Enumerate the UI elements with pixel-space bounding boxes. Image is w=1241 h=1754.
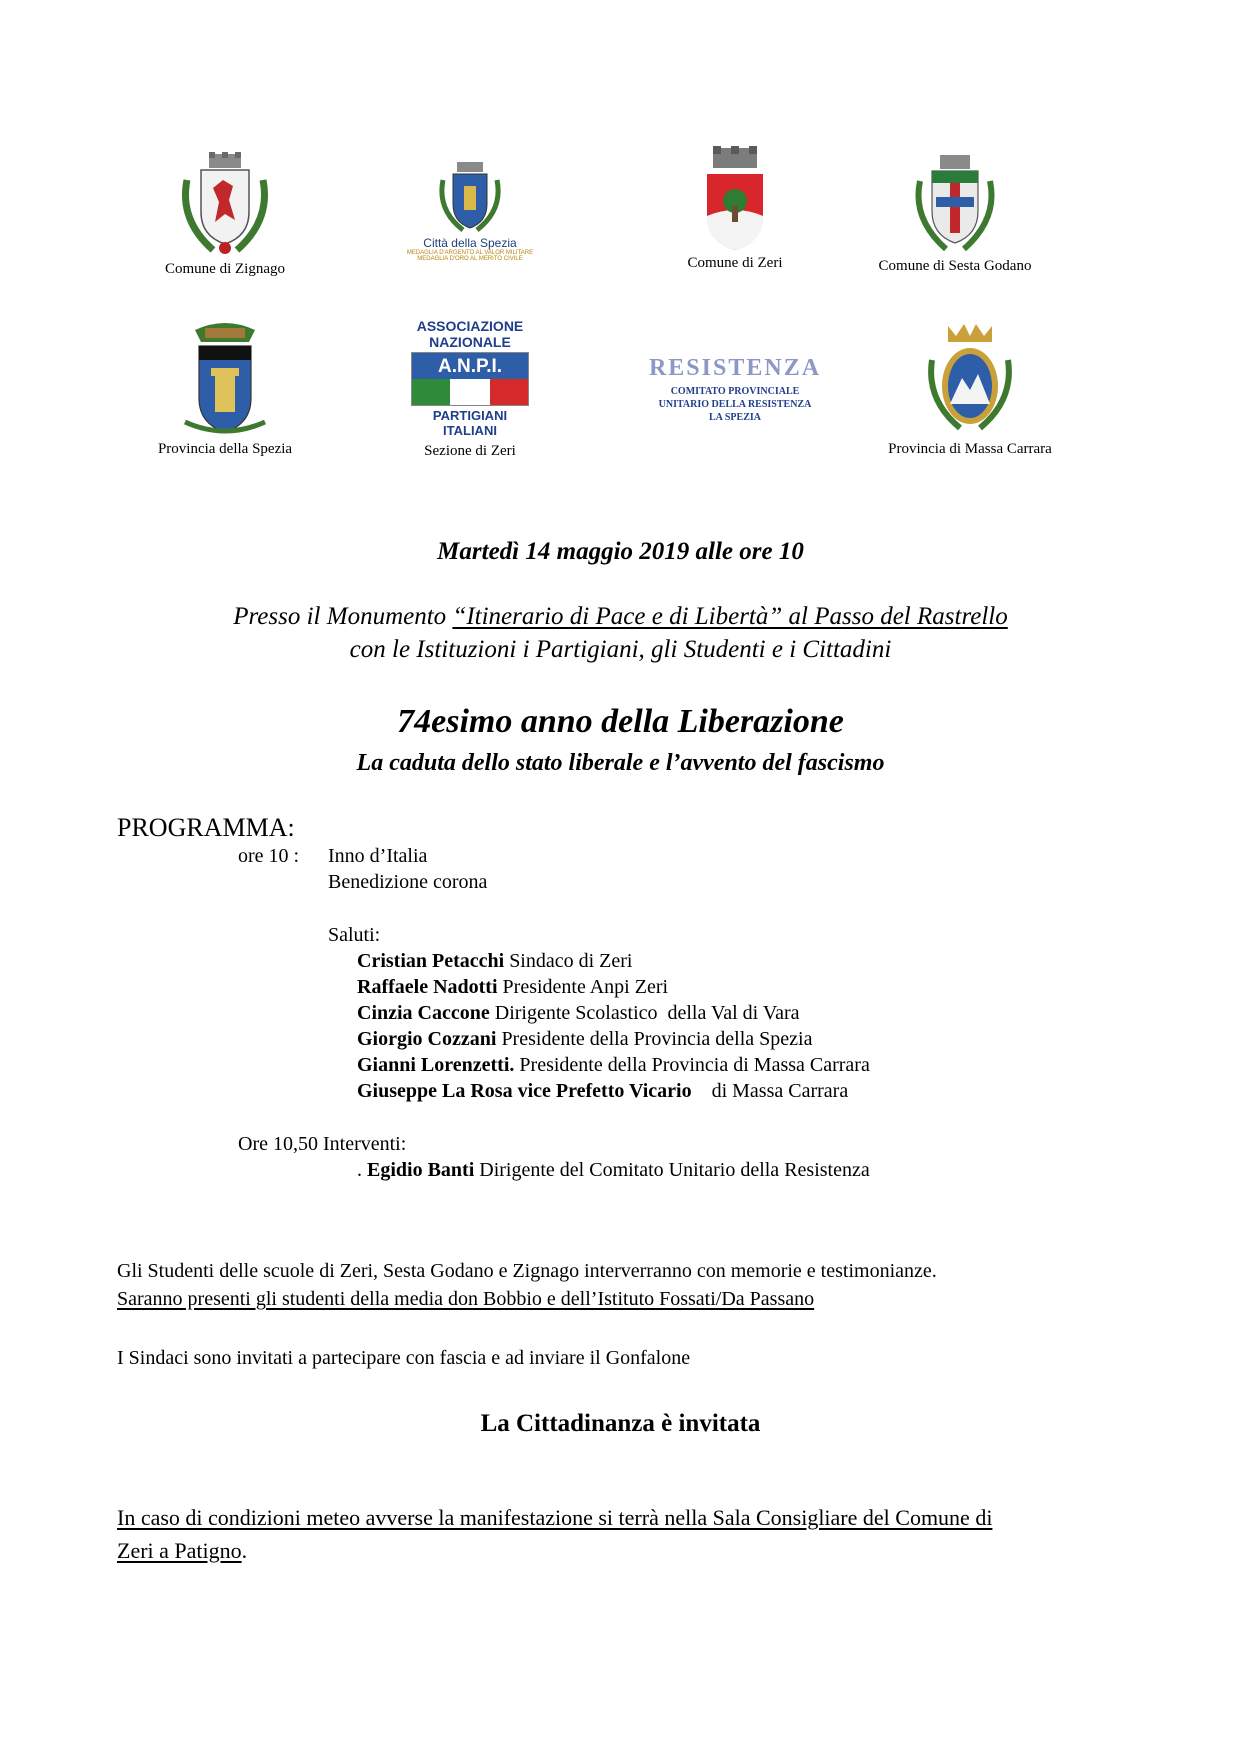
coat-of-arms-zeri-icon [695, 146, 775, 254]
spezia-city-name: Città della Spezia [423, 236, 517, 250]
saluto-row [357, 1002, 800, 1025]
logo-caption-massa-carrara: Provincia di Massa Carrara [888, 441, 1052, 457]
weather-period: . [241, 1538, 248, 1563]
saluto-row [357, 1054, 870, 1077]
spezia-city-medal-1: MEDAGLIA D'ARGENTO AL VALOR MILITARE [406, 250, 534, 256]
anpi-badge [411, 352, 529, 406]
programma-item-benedizione: Benedizione corona [328, 871, 488, 893]
saluto-role: Presidente Anpi Zeri [497, 976, 669, 998]
weather-note-line-2 [117, 1538, 247, 1564]
weather-note-line-1: In caso di condizioni meteo avverse la manifestazione si terrà nella Sala Consigliare del Comune di [117, 1505, 993, 1530]
saluto-name: Raffaele Nadotti [357, 976, 498, 998]
event-date: Martedì 14 maggio 2019 alle ore 10 [437, 538, 804, 565]
resistenza-line-1: COMITATO PROVINCIALE [670, 386, 800, 397]
resistenza-line-2: UNITARIO DELLA RESISTENZA [658, 399, 812, 410]
programma-heading: PROGRAMMA: [117, 813, 295, 842]
programma-time-2: Ore 10,50 Interventi: [238, 1133, 407, 1155]
event-venue-line-1 [0, 603, 1241, 631]
saluto-row [357, 976, 668, 999]
intervento-role: Dirigente del Comitato Unitario della Resistenza [474, 1159, 870, 1181]
anpi-bottom-line-2: ITALIANI [443, 423, 497, 438]
logo-anpi [385, 318, 555, 460]
event-venue-prefix: Presso il Monumento [233, 603, 453, 630]
logo-comune-zeri [660, 146, 810, 272]
saluto-name: Cristian Petacchi [357, 950, 505, 972]
programma-item-inno: Inno d’Italia [328, 845, 428, 867]
logo-provincia-spezia [140, 318, 310, 458]
mayors-note: I Sindaci sono invitati a partecipare con fascia e ad inviare il Gonfalone [117, 1347, 691, 1369]
event-venue-monument: “Itinerario di Pace e di Libertà” al Passo del Rastrello [452, 603, 1008, 630]
saluti-label: Saluti: [328, 924, 381, 946]
logo-resistenza [645, 355, 825, 424]
anpi-top-line-1: ASSOCIAZIONE [416, 318, 524, 334]
intervento-name: Egidio Banti [367, 1159, 475, 1181]
intervento-prefix: . [357, 1159, 367, 1181]
coat-of-arms-sesta-godano-icon [910, 153, 1000, 257]
saluto-row [357, 1080, 848, 1103]
coat-of-arms-provincia-spezia-icon [175, 318, 275, 440]
logo-caption-zignago: Comune di Zignago [165, 261, 285, 277]
resistenza-word: RESISTENZA [648, 355, 822, 381]
programma-time-1: ore 10 : [238, 845, 300, 867]
students-present-note: Saranno presenti gli studenti della media don Bobbio e dell’Istituto Fossati/Da Passano [117, 1288, 815, 1310]
resistenza-line-3: LA SPEZIA [709, 412, 761, 423]
saluto-row [357, 1028, 812, 1051]
event-subtitle: La caduta dello stato liberale e l’avvento del fascismo [356, 750, 885, 776]
event-title: 74esimo anno della Liberazione [397, 703, 844, 740]
spezia-city-medal-2: MEDAGLIA D'ORO AL MERITO CIVILE [417, 256, 523, 262]
logo-caption-provincia-spezia: Provincia della Spezia [157, 441, 293, 457]
weather-location: Zeri a Patigno [117, 1538, 242, 1563]
logo-caption-sesta-godano: Comune di Sesta Godano [878, 258, 1032, 274]
logo-caption-zeri: Comune di Zeri [687, 255, 783, 271]
logo-provincia-massa-carrara [870, 320, 1070, 458]
saluto-role: Dirigente Scolastico della Val di Vara [489, 1002, 800, 1024]
saluto-name: Giuseppe La Rosa vice Prefetto Vicario [357, 1080, 692, 1102]
students-note: Gli Studenti delle scuole di Zeri, Sesta Godano e Zignago interverranno con memorie e testimonianze. [117, 1260, 937, 1282]
logo-comune-sesta-godano [860, 153, 1050, 275]
logo-comune-zignago [140, 150, 310, 278]
saluto-name: Gianni Lorenzetti. [357, 1054, 515, 1076]
intervento-row [357, 1159, 870, 1182]
saluto-name: Giorgio Cozzani [357, 1028, 497, 1050]
saluto-role: Presidente della Provincia della Spezia [496, 1028, 813, 1050]
anpi-bottom-line-1: PARTIGIANI [432, 408, 508, 423]
event-venue-line-2: con le Istituzioni i Partigiani, gli Studenti e i Cittadini [349, 636, 892, 663]
citizens-invited: La Cittadinanza è invitata [480, 1410, 761, 1437]
saluto-role: Presidente della Provincia di Massa Carrara [514, 1054, 870, 1076]
coat-of-arms-spezia-city-icon [435, 160, 505, 236]
saluto-row [357, 950, 633, 973]
logo-citta-della-spezia [395, 160, 545, 262]
anpi-top-line-2: NAZIONALE [429, 334, 511, 350]
saluto-role: di Massa Carrara [691, 1080, 849, 1102]
saluto-name: Cinzia Caccone [357, 1002, 490, 1024]
coat-of-arms-massa-carrara-icon [920, 320, 1020, 440]
logo-caption-anpi: Sezione di Zeri [424, 443, 516, 459]
coat-of-arms-zignago-icon [175, 150, 275, 260]
saluto-role: Sindaco di Zeri [504, 950, 633, 972]
anpi-badge-text: A.N.P.I. [437, 356, 503, 377]
